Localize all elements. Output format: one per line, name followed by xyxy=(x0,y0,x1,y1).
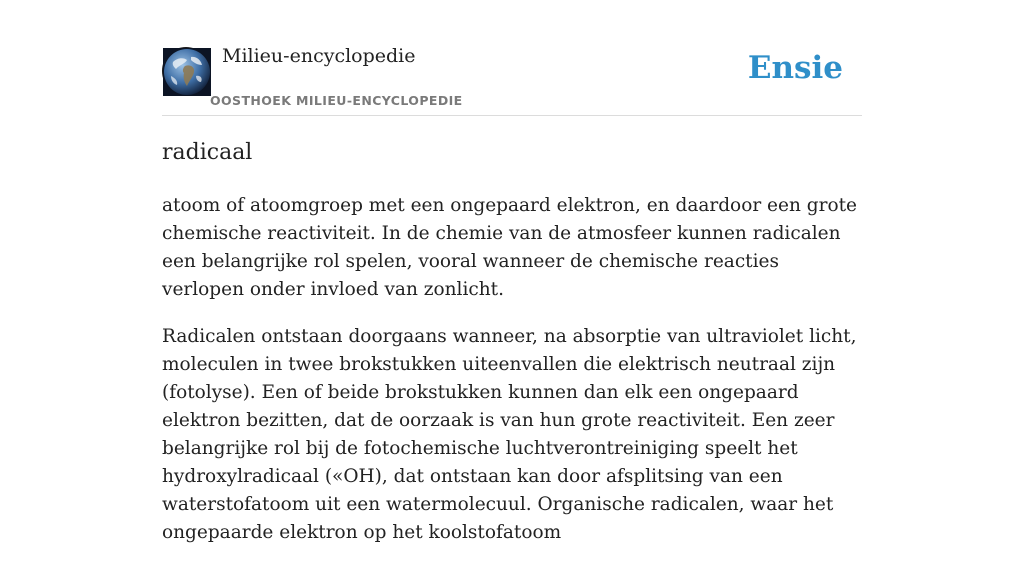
page-title: radicaal xyxy=(162,140,253,165)
site-subtitle[interactable]: OOSTHOEK MILIEU-ENCYCLOPEDIE xyxy=(210,93,463,108)
brand-logo-link[interactable]: Ensie xyxy=(747,50,843,86)
site-header xyxy=(162,0,862,116)
earth-logo-icon[interactable] xyxy=(162,47,210,95)
paragraph: Radicalen ontstaan doorgaans wanneer, na absorptie van ultraviolet licht, moleculen in twee brokstukken uiteenvallen die elektrisch neutraal zijn (fotolyse). Een of beide brokstukken kunnen dan elk een ongepaard elektron bezitten, dat de oorzaak is van hun grote reactiviteit. Een zeer belangrijke rol bij de fotochemische luchtverontreiniging speelt het hydroxylradicaal («OH), dat ontstaan kan door afsplitsing van een waterstofatoom uit een watermolecuul. Organische radicalen, waar het ongepaarde elektron op het koolstofatoom xyxy=(162,326,857,543)
article-body xyxy=(162,192,862,566)
site-name[interactable]: Milieu-encyclopedie xyxy=(222,45,416,67)
paragraph: atoom of atoomgroep met een ongepaard elektron, en daardoor een grote chemische reactiviteit. In de chemie van de atmosfeer kunnen radicalen een belangrijke rol spelen, vooral wanneer de chemische reacties verlopen onder invloed van zonlicht. xyxy=(162,195,857,300)
